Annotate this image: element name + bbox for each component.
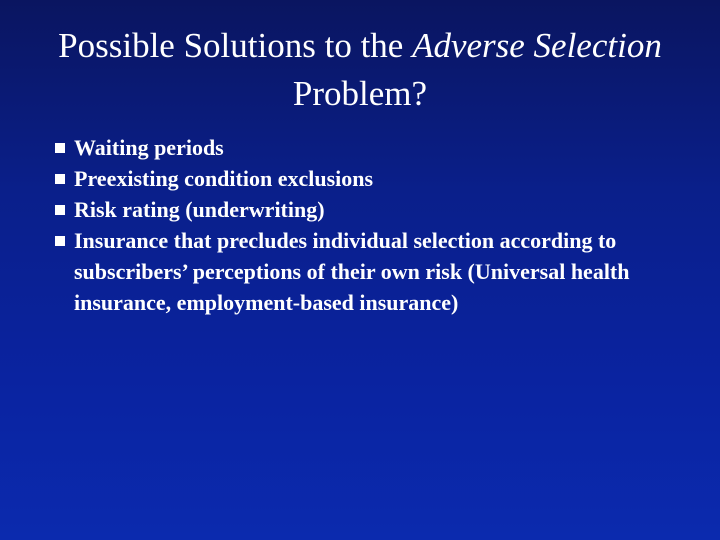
title-emphasis: Adverse Selection bbox=[412, 26, 662, 65]
title-text: Possible Solutions to the bbox=[58, 26, 413, 65]
square-bullet-icon bbox=[55, 205, 65, 215]
square-bullet-icon bbox=[55, 236, 65, 246]
bullet-text: Waiting periods bbox=[74, 135, 224, 160]
bullet-text: Risk rating (underwriting) bbox=[74, 197, 325, 222]
bullet-text: Insurance that precludes individual selection according to subscribers’ perceptions of their own risk (Universal health insurance, employment-based insurance) bbox=[74, 228, 630, 315]
bullet-item bbox=[50, 132, 690, 163]
bullet-text: Preexisting condition exclusions bbox=[74, 166, 374, 191]
bullet-item bbox=[50, 194, 690, 225]
bullet-list bbox=[50, 132, 690, 318]
slide-title bbox=[20, 22, 700, 118]
square-bullet-icon bbox=[55, 174, 65, 184]
bullet-item bbox=[50, 163, 690, 194]
bullet-item bbox=[50, 225, 690, 318]
title-line2: Problem? bbox=[292, 74, 428, 113]
square-bullet-icon bbox=[55, 143, 65, 153]
